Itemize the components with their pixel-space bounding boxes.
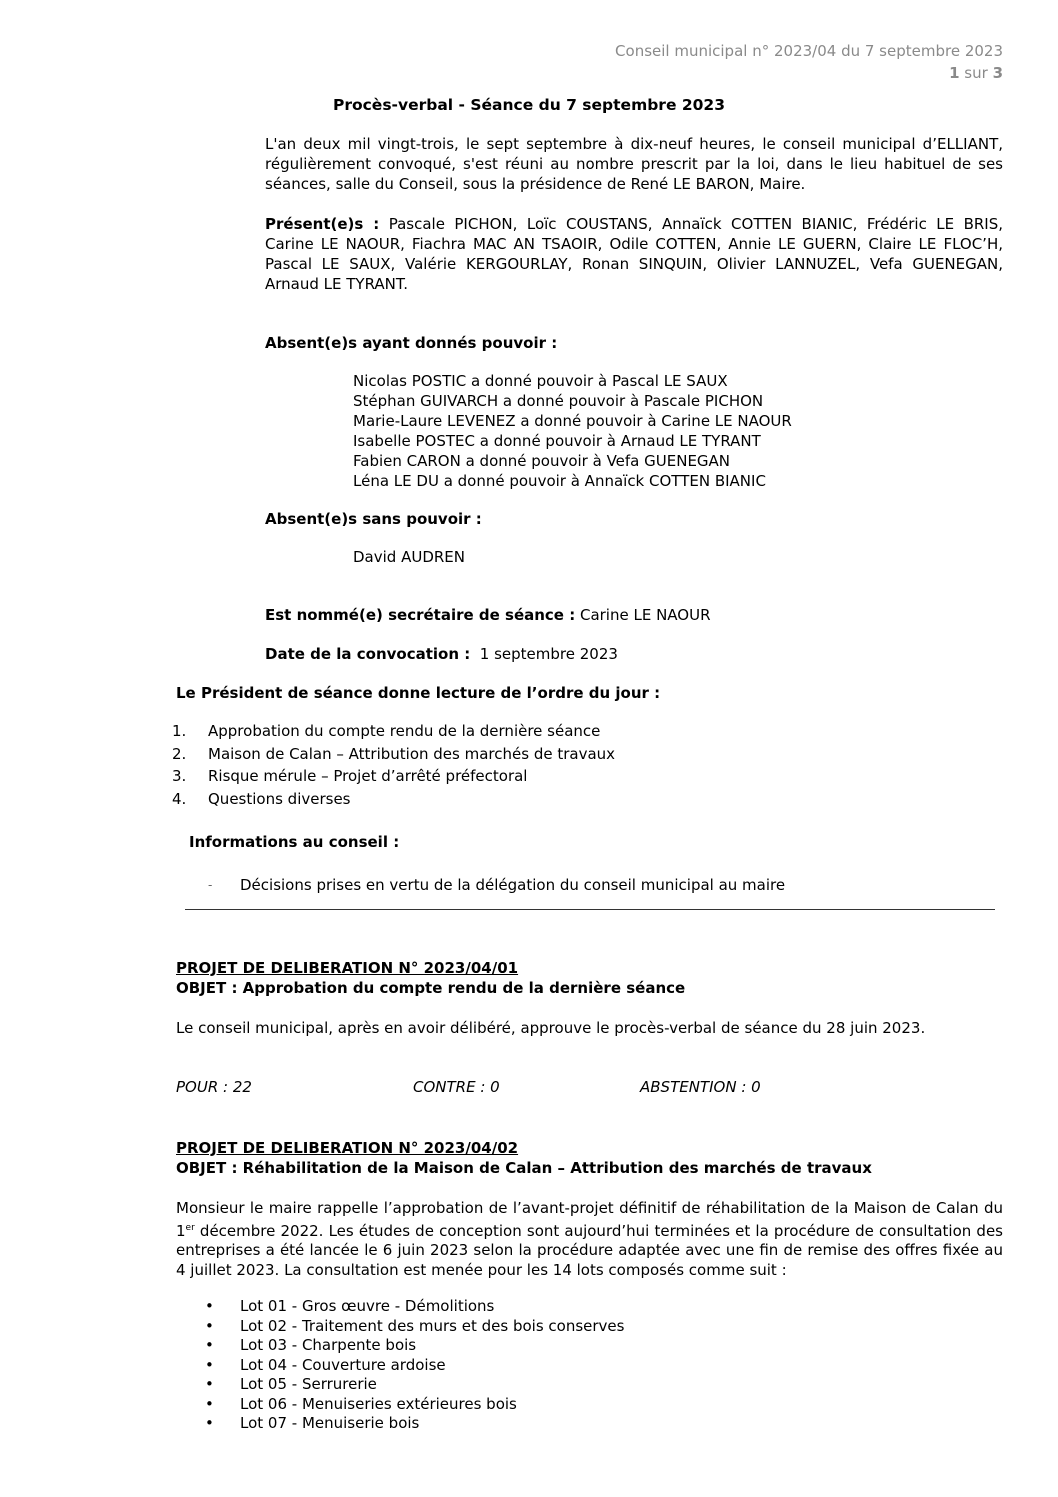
dash-icon: - bbox=[208, 878, 213, 892]
page-counter bbox=[615, 62, 1003, 84]
list-item: Nicolas POSTIC a donné pouvoir à Pascal LE SAUX bbox=[353, 372, 728, 390]
deliberation2-objet: OBJET : Réhabilitation de la Maison de Calan – Attribution des marchés de travaux bbox=[176, 1159, 872, 1177]
document-title: Procès-verbal - Séance du 7 septembre 2023 bbox=[332, 96, 726, 114]
list-item: David AUDREN bbox=[353, 548, 465, 566]
list-item: Isabelle POSTEC a donné pouvoir à Arnaud LE TYRANT bbox=[353, 432, 761, 450]
lot-label: Lot 06 - Menuiseries extérieures bois bbox=[240, 1394, 517, 1413]
convocation-label: Date de la convocation : bbox=[265, 645, 471, 663]
lot-label: Lot 01 - Gros œuvre - Démolitions bbox=[240, 1297, 495, 1315]
deliberation2-text bbox=[176, 1199, 1003, 1280]
convocation-line bbox=[265, 644, 1003, 664]
lots-list bbox=[205, 1297, 624, 1434]
list-item bbox=[205, 1356, 624, 1376]
agenda-item bbox=[172, 743, 615, 766]
informations-text: Décisions prises en vertu de la délégation du conseil municipal au maire bbox=[240, 876, 786, 894]
page-number: 1 bbox=[949, 64, 960, 82]
agenda-num: 4. bbox=[172, 789, 187, 808]
agenda-num: 1. bbox=[172, 722, 187, 740]
lot-label: Lot 07 - Menuiserie bois bbox=[240, 1414, 420, 1432]
agenda-num: 2. bbox=[172, 744, 187, 763]
secretaire-line bbox=[265, 605, 1003, 625]
list-item: Marie-Laure LEVENEZ a donné pouvoir à Carine LE NAOUR bbox=[353, 412, 792, 430]
agenda-text: Maison de Calan – Attribution des marchés de travaux bbox=[208, 744, 616, 763]
informations-item bbox=[208, 874, 785, 896]
bullet-icon: • bbox=[205, 1394, 214, 1413]
page-header bbox=[615, 40, 1003, 84]
list-item bbox=[205, 1395, 624, 1415]
page-total: 3 bbox=[992, 64, 1003, 82]
ordre-du-jour-label: Le Président de séance donne lecture de l’ordre du jour : bbox=[176, 684, 661, 702]
informations-label: Informations au conseil : bbox=[189, 833, 400, 851]
deliberation1-objet: OBJET : Approbation du compte rendu de la dernière séance bbox=[176, 979, 686, 997]
agenda-item bbox=[172, 788, 615, 811]
bullet-icon: • bbox=[205, 1316, 214, 1335]
bullet-icon: • bbox=[205, 1297, 214, 1315]
list-item bbox=[205, 1297, 624, 1317]
secretaire-label: Est nommé(e) secrétaire de séance : bbox=[265, 606, 576, 624]
bullet-icon: • bbox=[205, 1355, 214, 1374]
list-item bbox=[205, 1414, 624, 1434]
deliberation2-text-a: Monsieur le maire rappelle l’approbation de l’avant-projet définitif de réhabilitation de la Maison de Calan du 1 bbox=[176, 1199, 1003, 1240]
agenda-item bbox=[172, 765, 615, 788]
bullet-icon: • bbox=[205, 1375, 214, 1393]
absents-sans-list bbox=[353, 547, 465, 567]
header-title: Conseil municipal n° 2023/04 du 7 septembre 2023 bbox=[615, 42, 1003, 60]
deliberation2-text-b: décembre 2022. Les études de conception sont aujourd’hui terminées et la procédure de consultation des entreprises a été lancée le 6 juin 2023 selon la procédure adaptée avec une fin de remise des offres fixée au 4 juillet 2023. La consultation est menée pour les 14 lots composés comme suit : bbox=[176, 1221, 1003, 1279]
ordre-du-jour-list bbox=[172, 720, 615, 810]
absents-sans-label: Absent(e)s sans pouvoir : bbox=[265, 510, 482, 528]
convocation-value: 1 septembre 2023 bbox=[470, 645, 618, 663]
presents-paragraph bbox=[265, 214, 1003, 294]
agenda-item bbox=[172, 720, 615, 743]
deliberation2-projet: PROJET DE DELIBERATION N° 2023/04/02 bbox=[176, 1139, 519, 1157]
lot-label: Lot 04 - Couverture ardoise bbox=[240, 1355, 446, 1374]
bullet-icon: • bbox=[205, 1336, 214, 1354]
agenda-text: Approbation du compte rendu de la dernière séance bbox=[208, 722, 601, 740]
vote-contre: CONTRE : 0 bbox=[413, 1078, 500, 1096]
deliberation2-sup: er bbox=[185, 1222, 195, 1233]
absents-pouvoir-list bbox=[353, 371, 792, 491]
list-item: Fabien CARON a donné pouvoir à Vefa GUENEGAN bbox=[353, 452, 731, 470]
list-item bbox=[205, 1317, 624, 1337]
presents-text: Pascale PICHON, Loïc COUSTANS, Annaïck COTTEN BIANIC, Frédéric LE BRIS, Carine LE NAOUR, Fiachra MAC AN TSAOIR, Odile COTTEN, Annie LE GUERN, Claire LE FLOC’H, Pascal LE SAUX, Valérie KERGOURLAY, Ronan SINQUIN, Olivier LANNUZEL, Vefa GUENEGAN, Arnaud LE TYRANT. bbox=[265, 215, 1003, 293]
secretaire-value: Carine LE NAOUR bbox=[575, 606, 711, 624]
lot-label: Lot 05 - Serrurerie bbox=[240, 1375, 377, 1393]
section-divider bbox=[185, 909, 995, 910]
absents-pouvoir-label: Absent(e)s ayant donnés pouvoir : bbox=[265, 334, 558, 352]
list-item bbox=[205, 1375, 624, 1395]
page-sep: sur bbox=[959, 64, 993, 82]
deliberation1-text: Le conseil municipal, après en avoir délibéré, approuve le procès-verbal de séance du 28 juin 2023. bbox=[176, 1019, 926, 1037]
intro-paragraph: L'an deux mil vingt-trois, le sept septembre à dix-neuf heures, le conseil municipal d’ELLIANT, régulièrement convoqué, s'est réuni au nombre prescrit par la loi, dans le lieu habituel de ses séances, salle du Conseil, sous la présidence de René LE BARON, Maire. bbox=[265, 135, 1003, 193]
presents-label: Présent(e)s : bbox=[265, 215, 380, 233]
lot-label: Lot 03 - Charpente bois bbox=[240, 1336, 417, 1354]
agenda-num: 3. bbox=[172, 767, 187, 785]
agenda-text: Questions diverses bbox=[208, 789, 351, 808]
lot-label: Lot 02 - Traitement des murs et des bois conserves bbox=[240, 1316, 625, 1335]
deliberation1-projet: PROJET DE DELIBERATION N° 2023/04/01 bbox=[176, 959, 519, 977]
vote-pour: POUR : 22 bbox=[176, 1078, 252, 1096]
bullet-icon: • bbox=[205, 1414, 214, 1432]
list-item: Stéphan GUIVARCH a donné pouvoir à Pascale PICHON bbox=[353, 392, 764, 410]
list-item bbox=[205, 1336, 624, 1356]
agenda-text: Risque mérule – Projet d’arrêté préfectoral bbox=[208, 767, 528, 785]
vote-abstention: ABSTENTION : 0 bbox=[640, 1078, 761, 1096]
list-item: Léna LE DU a donné pouvoir à Annaïck COTTEN BIANIC bbox=[353, 472, 766, 490]
